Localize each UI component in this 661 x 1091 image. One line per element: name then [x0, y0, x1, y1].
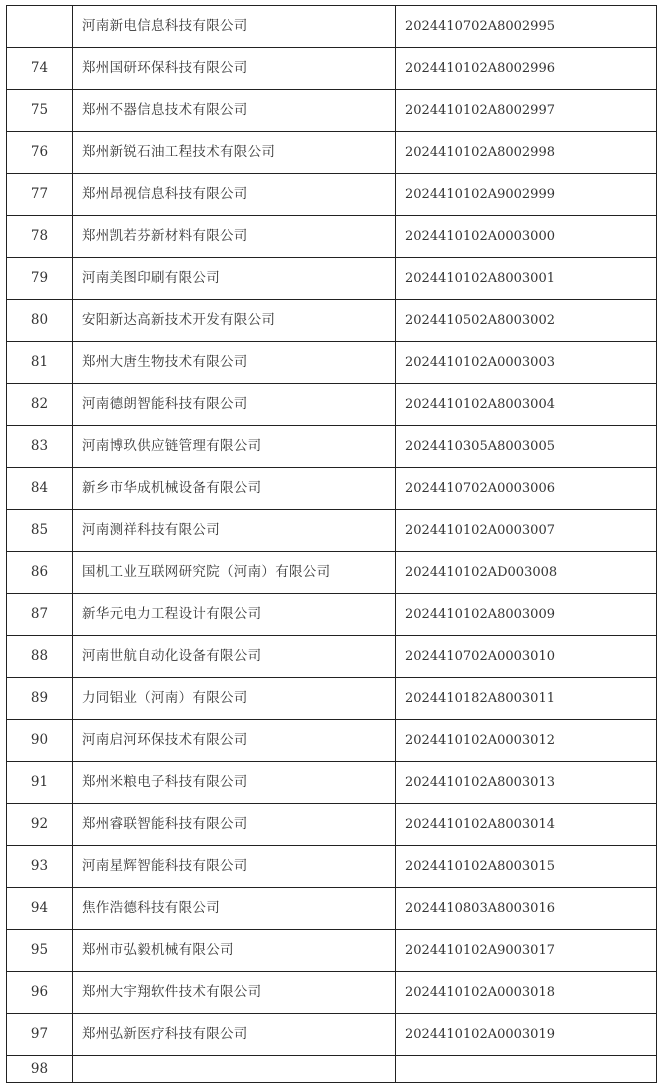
table-row [7, 804, 657, 846]
table-row [7, 972, 657, 1014]
registration-code: 2024410102A8002997 [396, 90, 657, 132]
registration-code: 2024410305A8003005 [396, 426, 657, 468]
table-row [7, 552, 657, 594]
company-registration-table [6, 5, 657, 1083]
registration-code: 2024410102A0003012 [396, 720, 657, 762]
row-number: 97 [7, 1014, 73, 1056]
row-number: 83 [7, 426, 73, 468]
table-row [7, 258, 657, 300]
row-number: 80 [7, 300, 73, 342]
registration-code: 2024410702A8002995 [396, 6, 657, 48]
table-row [7, 636, 657, 678]
company-name: 郑州睿联智能科技有限公司 [73, 804, 396, 846]
table-row [7, 930, 657, 972]
registration-code: 2024410702A0003010 [396, 636, 657, 678]
row-number: 77 [7, 174, 73, 216]
company-name: 郑州米粮电子科技有限公司 [73, 762, 396, 804]
company-name: 郑州大宇翔软件技术有限公司 [73, 972, 396, 1014]
registration-code: 2024410102A0003000 [396, 216, 657, 258]
company-name: 力同铝业（河南）有限公司 [73, 678, 396, 720]
row-number: 85 [7, 510, 73, 552]
document-page [6, 5, 656, 1083]
row-number: 74 [7, 48, 73, 90]
company-name: 郑州市弘毅机械有限公司 [73, 930, 396, 972]
row-number: 93 [7, 846, 73, 888]
table-row [7, 468, 657, 510]
company-name: 郑州国研环保科技有限公司 [73, 48, 396, 90]
company-name: 河南测祥科技有限公司 [73, 510, 396, 552]
table-row [7, 216, 657, 258]
registration-code: 2024410102A0003003 [396, 342, 657, 384]
table-row [7, 426, 657, 468]
registration-code: 2024410702A0003006 [396, 468, 657, 510]
company-name: 河南启河环保技术有限公司 [73, 720, 396, 762]
table-row [7, 678, 657, 720]
row-number: 92 [7, 804, 73, 846]
row-number: 95 [7, 930, 73, 972]
company-name: 郑州大唐生物技术有限公司 [73, 342, 396, 384]
company-name: 河南世航自动化设备有限公司 [73, 636, 396, 678]
table-row [7, 132, 657, 174]
row-number [7, 6, 73, 48]
table-row [7, 342, 657, 384]
company-name: 新华元电力工程设计有限公司 [73, 594, 396, 636]
company-name: 河南德朗智能科技有限公司 [73, 384, 396, 426]
registration-code: 2024410182A8003011 [396, 678, 657, 720]
table-row [7, 300, 657, 342]
row-number: 81 [7, 342, 73, 384]
company-name: 河南新电信息科技有限公司 [73, 6, 396, 48]
registration-code: 2024410803A8003016 [396, 888, 657, 930]
registration-code: 2024410102AD003008 [396, 552, 657, 594]
company-name: 国机工业互联网研究院（河南）有限公司 [73, 552, 396, 594]
registration-code: 2024410102A0003007 [396, 510, 657, 552]
registration-code [396, 1056, 657, 1083]
company-name: 郑州凯若芬新材料有限公司 [73, 216, 396, 258]
table-row [7, 1056, 657, 1083]
registration-code: 2024410102A8003014 [396, 804, 657, 846]
registration-code: 2024410102A8003013 [396, 762, 657, 804]
company-name: 新乡市华成机械设备有限公司 [73, 468, 396, 510]
table-row [7, 48, 657, 90]
registration-code: 2024410102A0003019 [396, 1014, 657, 1056]
row-number: 87 [7, 594, 73, 636]
registration-code: 2024410102A8002996 [396, 48, 657, 90]
company-name: 郑州不器信息技术有限公司 [73, 90, 396, 132]
registration-code: 2024410102A8002998 [396, 132, 657, 174]
company-name: 河南博玖供应链管理有限公司 [73, 426, 396, 468]
row-number: 75 [7, 90, 73, 132]
row-number: 91 [7, 762, 73, 804]
company-name: 郑州弘新医疗科技有限公司 [73, 1014, 396, 1056]
table-row [7, 1014, 657, 1056]
table-row [7, 384, 657, 426]
table-row [7, 720, 657, 762]
row-number: 94 [7, 888, 73, 930]
row-number: 82 [7, 384, 73, 426]
company-name [73, 1056, 396, 1083]
row-number: 76 [7, 132, 73, 174]
company-name: 河南美图印刷有限公司 [73, 258, 396, 300]
registration-code: 2024410102A8003004 [396, 384, 657, 426]
table-row [7, 846, 657, 888]
company-name: 焦作浩德科技有限公司 [73, 888, 396, 930]
row-number: 79 [7, 258, 73, 300]
table-row [7, 510, 657, 552]
registration-code: 2024410102A8003009 [396, 594, 657, 636]
company-name: 郑州新锐石油工程技术有限公司 [73, 132, 396, 174]
table-row [7, 594, 657, 636]
registration-code: 2024410102A9002999 [396, 174, 657, 216]
row-number: 90 [7, 720, 73, 762]
table-row [7, 762, 657, 804]
registration-code: 2024410102A8003015 [396, 846, 657, 888]
company-name: 河南星辉智能科技有限公司 [73, 846, 396, 888]
company-name: 安阳新达高新技术开发有限公司 [73, 300, 396, 342]
row-number: 78 [7, 216, 73, 258]
table-row [7, 174, 657, 216]
company-name: 郑州昂视信息科技有限公司 [73, 174, 396, 216]
row-number: 98 [7, 1056, 73, 1083]
row-number: 84 [7, 468, 73, 510]
table-body [7, 6, 657, 1083]
table-row [7, 90, 657, 132]
registration-code: 2024410502A8003002 [396, 300, 657, 342]
registration-code: 2024410102A0003018 [396, 972, 657, 1014]
table-row [7, 6, 657, 48]
row-number: 96 [7, 972, 73, 1014]
row-number: 88 [7, 636, 73, 678]
table-row [7, 888, 657, 930]
registration-code: 2024410102A9003017 [396, 930, 657, 972]
row-number: 89 [7, 678, 73, 720]
row-number: 86 [7, 552, 73, 594]
registration-code: 2024410102A8003001 [396, 258, 657, 300]
